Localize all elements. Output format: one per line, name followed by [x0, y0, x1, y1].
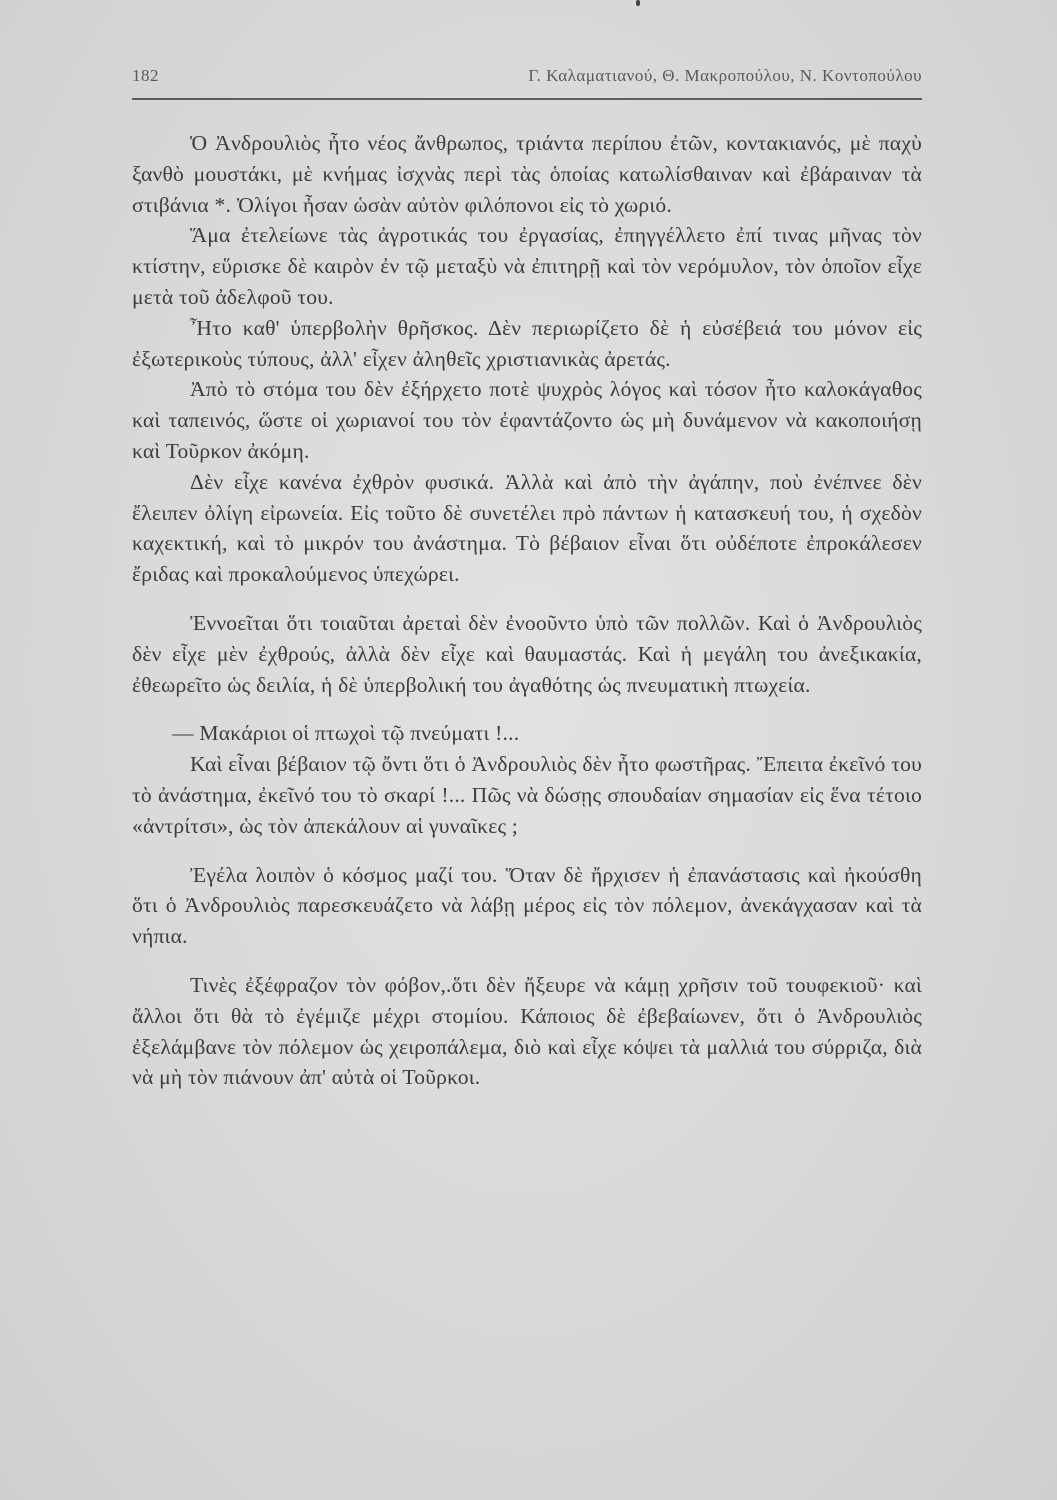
page-header [132, 62, 922, 96]
paragraph: Καὶ εἶναι βέβαιον τῷ ὄντι ὅτι ὁ Ἀνδρουλιὸς δὲν ἦτο φωστῆρας. Ἔπειτα ἐκεῖνό του τὸ ἀνάστημα, ἐκεῖνό του τὸ σκαρί !... Πῶς νὰ δώσῃς σπουδαίαν σημασίαν εἰς ἕνα τέτοιο «ἀντρίτσι», ὡς τὸν ἀπεκάλουν αἱ γυναῖκες ; [132, 752, 922, 838]
running-head: Γ. Καλαματιανού, Θ. Μακροπούλου, Ν. Κοντοπούλου [528, 66, 922, 85]
stray-ink-mark [636, 0, 640, 6]
paragraph: Ἐννοεῖται ὅτι τοιαῦται ἀρεταὶ δὲν ἐνοοῦντο ὑπὸ τῶν πολλῶν. Καὶ ὁ Ἀνδρουλιὸς δὲν εἶχε μὲν ἐχθρούς, ἀλλὰ δὲν εἶχε καὶ θαυμαστάς. Καὶ ἡ μεγάλη του ἀνεξικακία, ἐθεωρεῖτο ὡς δειλία, ἡ δὲ ὑπερβολική του ἀγαθότης ὡς πνευματικὴ πτωχεία. [132, 610, 922, 697]
paragraph: Ἐγέλα λοιπὸν ὁ κόσμος μαζί του. Ὅταν δὲ ἤρχισεν ἡ ἐπανάστασις καὶ ἠκούσθη ὅτι ὁ Ἀνδρουλιὸς παρεσκευάζετο νὰ λάβῃ μέρος εἰς τὸν πόλεμον, ἀνεκάγχασαν καὶ τὰ νήπια. [132, 862, 922, 949]
body-text [132, 128, 922, 1093]
header-rule [132, 98, 922, 100]
paragraph: Ὁ Ἀνδρουλιὸς ἦτο νέος ἄνθρωπος, τριάντα περίπου ἐτῶν, κοντακιανός, μὲ παχὺ ξανθὸ μουστάκι, μὲ κνήμας ἰσχνὰς περὶ τὰς ὁποίας κατωλίσθαιναν καὶ ἐβάραιναν τὰ στιβάνια *. Ὀλίγοι ἦσαν ὡσὰν αὐτὸν φιλόπονοι εἰς τὸ χωριό. [132, 131, 922, 217]
paragraph: Δὲν εἶχε κανένα ἐχθρὸν φυσικά. Ἀλλὰ καὶ ἀπὸ τὴν ἀγάπην, ποὺ ἐνέπνεε δὲν ἔλειπεν ὀλίγη εἰρωνεία. Εἰς τοῦτο δὲ συνετέλει πρὸ πάντων ἡ κατασκευή του, ἡ σχεδὸν καχεκτική, καὶ τὸ μικρόν του ἀνάστημα. Τὸ βέβαιον εἶναι ὅτι οὐδέποτε ἐπροκάλεσεν ἔριδας καὶ προκαλούμενος ὑπεχώρει. [132, 469, 922, 587]
page-number: 182 [132, 66, 159, 85]
paragraph: Ἀπὸ τὸ στόμα του δὲν ἐξήρχετο ποτὲ ψυχρὸς λόγος καὶ τόσον ἦτο καλοκάγαθος καὶ ταπεινός, ὥστε οἱ χωριανοί του τὸν ἐφαντάζοντο ὡς μὴ δυνάμενον νὰ κακοποιήσῃ καὶ Τοῦρκον ἀκόμη. [132, 377, 922, 463]
paragraph: Ἅμα ἐτελείωνε τὰς ἀγροτικάς του ἐργασίας, ἐπηγγέλλετο ἐπί τινας μῆνας τὸν κτίστην, εὕρισκε δὲ καιρὸν ἐν τῷ μεταξὺ νὰ ἐπιτηρῇ καὶ τὸν νερόμυλον, τὸν ὁποῖον εἶχε μετὰ τοῦ ἀδελφοῦ του. [132, 223, 922, 309]
paragraph: Ἦτο καθ' ὑπερβολὴν θρῆσκος. Δὲν περιωρίζετο δὲ ἡ εὐσέβειά του μόνον εἰς ἐξωτερικοὺς τύπους, ἀλλ' εἶχεν ἀληθεῖς χριστιανικὰς ἀρετάς. [132, 315, 922, 371]
paragraph: Τινὲς ἐξέφραζον τὸν φόβον,.ὅτι δὲν ἤξευρε νὰ κάμῃ χρῆσιν τοῦ τουφεκιοῦ· καὶ ἄλλοι ὅτι θὰ τὸ ἐγέμιζε μέχρι στομίου. Κάποιος δὲ ἐβεβαίωνεν, ὅτι ὁ Ἀνδρουλιὸς ἐξελάμβανε τὸν πόλεμον ὡς χειροπάλεμα, διὸ καὶ εἶχε κόψει τὰ μαλλιά του σύρριζα, διὰ νὰ μὴ τὸν πιάνουν ἀπ' αὐτὰ οἱ Τοῦρκοι. [132, 972, 922, 1090]
dialog-line: — Μακάριοι οἱ πτωχοὶ τῷ πνεύματι !... [172, 721, 520, 746]
